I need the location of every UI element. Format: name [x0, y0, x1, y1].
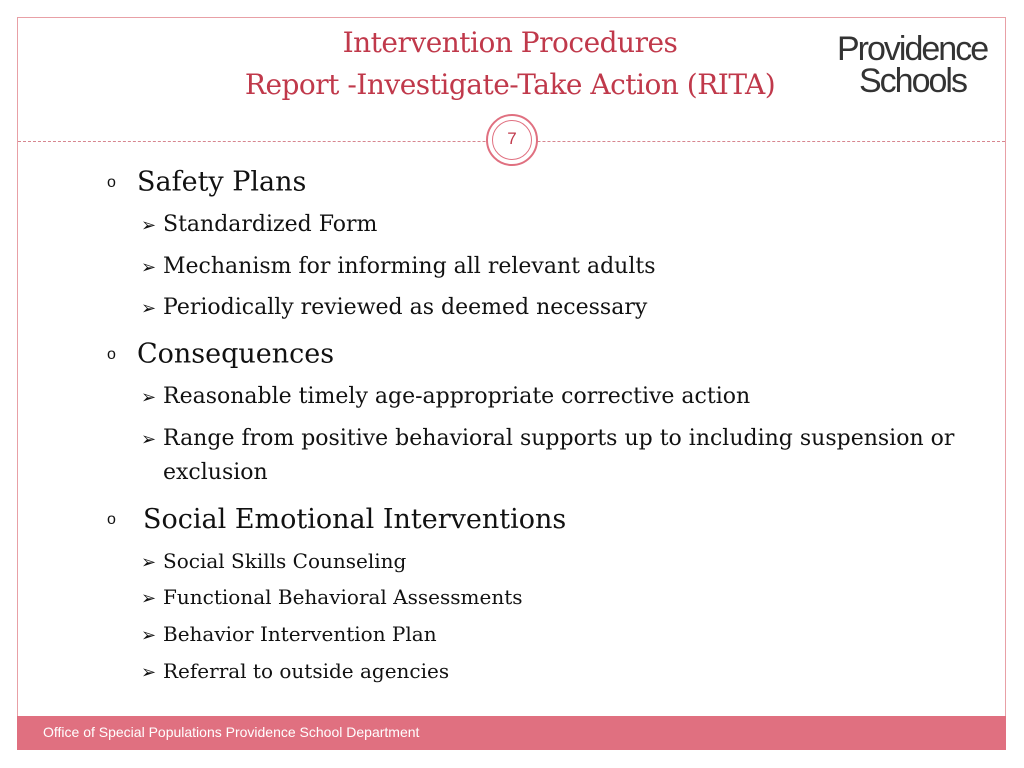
arrow-bullet-icon: ➢: [141, 662, 157, 683]
list-item-continuation: exclusion: [163, 460, 268, 485]
circle-bullet-icon: o: [107, 345, 116, 363]
list-item: ➢ Range from positive behavioral supports up to including suspension or: [141, 422, 954, 457]
list-item: ➢ Functional Behavioral Assessments: [141, 580, 523, 616]
list-item: ➢ Mechanism for informing all relevant adults: [141, 250, 656, 285]
arrow-bullet-icon: ➢: [141, 588, 157, 609]
logo-line-1: Providence: [837, 30, 988, 68]
arrow-bullet-icon: ➢: [141, 215, 157, 236]
circle-bullet-icon: o: [107, 510, 116, 528]
section-heading-social-emotional: o Social Emotional Interventions: [107, 503, 567, 535]
section-heading-consequences: o Consequences: [107, 338, 335, 370]
list-item: ➢ Reasonable timely age-appropriate corrective action: [141, 380, 750, 415]
arrow-bullet-icon: ➢: [141, 625, 157, 646]
arrow-bullet-icon: ➢: [141, 552, 157, 573]
footer-bar: [17, 716, 1006, 750]
list-item: ➢ Standardized Form: [141, 208, 377, 243]
title-line-2: Report -Investigate-Take Action (RITA): [244, 68, 776, 101]
circle-bullet-icon: o: [107, 173, 116, 191]
list-item: ➢ Social Skills Counseling: [141, 544, 406, 580]
list-item: ➢ Periodically reviewed as deemed necessary: [141, 291, 647, 326]
section-heading-safety-plans: o Safety Plans: [107, 166, 307, 198]
title-line-1: Intervention Procedures: [342, 26, 678, 59]
list-item: ➢ Referral to outside agencies: [141, 654, 449, 690]
arrow-bullet-icon: ➢: [141, 387, 157, 408]
arrow-bullet-icon: ➢: [141, 429, 157, 450]
logo-line-2: Schools: [859, 62, 966, 100]
footer-text: Office of Special Populations Providence School Department: [43, 724, 420, 740]
arrow-bullet-icon: ➢: [141, 257, 157, 278]
list-item: ➢ Behavior Intervention Plan: [141, 617, 437, 653]
page-number: 7: [492, 120, 532, 160]
arrow-bullet-icon: ➢: [141, 298, 157, 319]
